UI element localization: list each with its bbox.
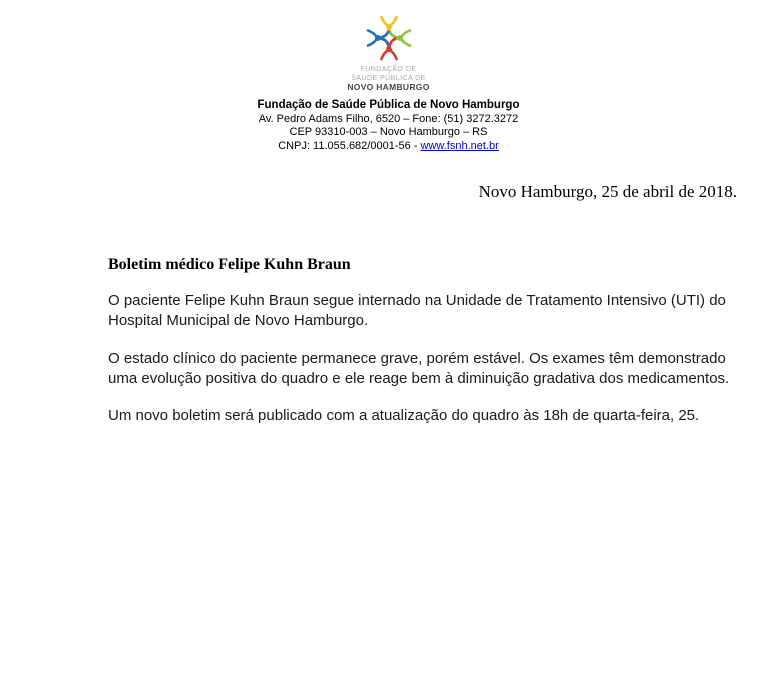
people-pinwheel-logo-icon [363, 13, 415, 63]
logo-figure-left [368, 30, 388, 45]
logo-figure-top [381, 17, 396, 37]
org-address-line: Av. Pedro Adams Filho, 6520 – Fone: (51) 3272.3272 [258, 112, 519, 125]
paragraph-3: Um novo boletim será publicado com a atualização do quadro às 18h de quarta-feira, 25. [108, 407, 700, 424]
website-link[interactable]: www.fsnh.net.br [420, 139, 499, 152]
org-cep-line: CEP 93310-003 – Novo Hamburgo – RS [289, 126, 488, 138]
logo-figure-bottom [381, 39, 396, 59]
logo-caption [0, 65, 777, 92]
org-contact-block [0, 99, 777, 153]
logo-caption-line2: SAÚDE PÚBLICA DE [351, 75, 426, 82]
paragraph-1: O paciente Felipe Kuhn Braun segue internado na Unidade de Tratamento Intensivo (UTI) do Hospital Municipal de Novo Hamburgo. [108, 292, 726, 329]
letter-date-line: Novo Hamburgo, 25 de abril de 2018. [478, 182, 737, 201]
logo-caption-line1: FUNDAÇÃO DE [360, 66, 417, 73]
org-name: Fundação de Saúde Pública de Novo Hamburgo [257, 99, 520, 111]
logo-caption-line3: NOVO HAMBURGO [347, 82, 430, 92]
letterhead [0, 0, 777, 153]
letter-body [0, 255, 777, 426]
subject-heading: Boletim médico Felipe Kuhn Braun [108, 256, 351, 273]
logo-figure-right [389, 30, 409, 45]
paragraph-2: O estado clínico do paciente permanece grave, porém estável. Os exames têm demonstrado uma evolução positiva do quadro e ele reage bem à diminuição gradativa dos medicamentos. [108, 350, 730, 387]
org-cnpj-line [0, 140, 777, 154]
org-cnpj-text: CNPJ: 11.055.682/0001-56 - [278, 139, 421, 152]
